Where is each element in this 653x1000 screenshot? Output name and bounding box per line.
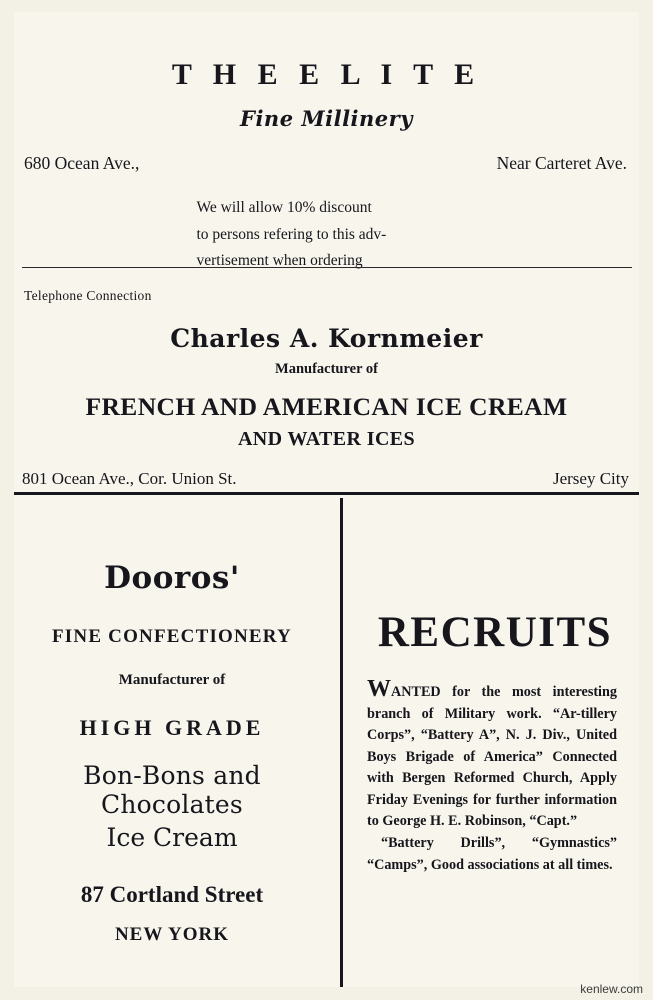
elite-body-line-1: We will allow 10% discount — [196, 199, 372, 216]
lower-section — [14, 498, 639, 987]
dooros-city: NEW YORK — [114, 924, 230, 945]
elite-title: T H E E L I T E — [171, 58, 482, 91]
ad-recruits — [351, 498, 639, 987]
dooros-product-line-1: Bon-Bons and Chocolates — [83, 761, 261, 819]
dooros-product-line-2: Ice Cream — [106, 823, 238, 852]
ad-dooros — [14, 498, 330, 987]
kornmeier-manufacturer-label: Manufacturer of — [275, 361, 378, 377]
kornmeier-name: Charles A. Kornmeier — [170, 324, 483, 353]
recruits-title: RECRUITS — [377, 609, 613, 656]
ad-kornmeier — [14, 274, 639, 486]
elite-address-row — [14, 153, 639, 177]
recruits-dropcap: W — [367, 676, 391, 702]
kornmeier-product-line-1: FRENCH AND AMERICAN ICE CREAM — [85, 392, 568, 421]
divider-rule-top — [22, 267, 632, 268]
recruits-paragraph-2: “Battery Drills”, “Gymnastics” “Camps”, Good associations at all times. — [367, 835, 617, 873]
kornmeier-product-line-2: AND WATER ICES — [237, 428, 416, 450]
dooros-name: Dooros' — [104, 560, 240, 596]
ad-the-elite — [14, 12, 639, 270]
elite-body-text — [197, 195, 457, 275]
kornmeier-city: Jersey City — [552, 469, 629, 488]
kornmeier-footer-row — [14, 469, 639, 493]
dooros-manufacturer-label: Manufacturer of — [118, 672, 226, 688]
divider-rule-vertical — [340, 498, 343, 987]
recruits-paragraph-1 — [367, 676, 617, 833]
dooros-high-grade: HIGH GRADE — [79, 715, 265, 740]
dooros-fine-confectionery: FINE CONFECTIONERY — [52, 626, 292, 647]
elite-body-line-2: to persons refering to this adv- — [196, 225, 387, 243]
watermark: kenlew.com — [580, 982, 643, 996]
elite-body-line-3: vertisement when ordering — [196, 252, 363, 270]
advertisement-sheet — [14, 12, 639, 987]
kornmeier-address: 801 Ocean Ave., Cor. Union St. — [22, 469, 237, 488]
recruits-paragraph-1-text: ANTED for the most interesting branch of Military work. “Ar-tillery Corps”, “Battery A”, N. J. Div., United Boys Brigade of America” Connected with Bergen Reformed Church, Apply Friday Evenings for further information to George H. E. Robinson, “Capt.” — [367, 684, 617, 830]
elite-address-right: Near Carteret Ave. — [496, 153, 627, 173]
recruits-body — [367, 676, 617, 876]
kornmeier-telephone: Telephone Connection — [24, 288, 152, 303]
divider-rule-middle — [14, 492, 639, 495]
elite-subtitle: Fine Millinery — [240, 106, 413, 131]
dooros-street: 87 Cortland Street — [80, 882, 264, 907]
elite-address-left: 680 Ocean Ave., — [24, 153, 140, 173]
